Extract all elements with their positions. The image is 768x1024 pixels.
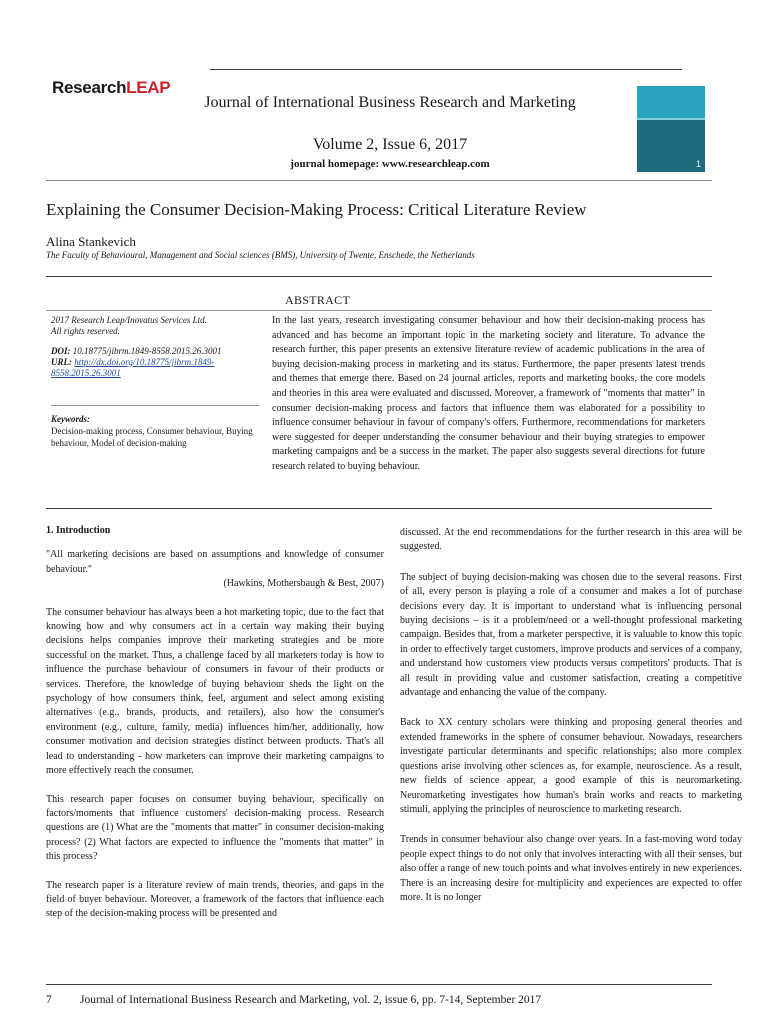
paragraph: Trends in consumer behaviour also change over years. In a fast-moving word today people expect things to do not only that involves interacting with all their senses, but also offer a range of new touch points and what involves entirely in new experiences. There is an increasing desire for multiplicity and experiences are expected to offer more. It is no longer [400,834,742,903]
journal-title: Journal of International Business Research and Marketing [204,94,576,111]
publisher-logo: ResearchLEAP [52,78,171,97]
paragraph: The research paper is a literature review of main trends, theories, and gaps in the field of buyer behaviour. Moreover, a framework of the factors that influence each step of the decision-making process will be presented and [46,879,384,920]
cover-number: 1 [695,159,701,169]
header-top-rule [210,69,682,70]
cover-top-band [637,86,705,118]
rights-line: All rights reserved. [51,326,120,336]
paragraph: The subject of buying decision-making was chosen due to the several reasons. First of all, every person is playing a role of a consumer and makes a lot of purchase decisions every day. It is important to understand what is influencing personal buying decisions – is it a problem/need or a well-thought professional marketing campaign. Besides that, from a marketer perspective, it is valuable to know this topic in order to effectively target customers, improve products and services of a company, and understand how customers view products versus competitors' products. That is all result in providing value and customer satisfaction, creating a competitive advantage and enhancing the value of the company. [400,571,742,699]
opening-quote: "All marketing decisions are based on assumptions and knowledge of consumer behaviour." [46,549,384,575]
abstract-text: In the last years, research investigating consumer behaviour and how their decision-making process has advanced and has become an important topic in the marketing society and literature. To advance the research further, this paper presents an extensive literature review of academic publications in the area of buying decision-making process in marketing and its status. Furthermore, the paper presents latest trends and themes that emerge there. Based on 24 journal articles, reports and marketing books, the core models and theories in this area were evaluated and discussed. Moreover, a framework of "moments that matter" in consumer decision-making process and factors that influence them was elaborated for a possibility to influence consumer behaviour in favour of company's offers. Furthermore, recommendations for marketers were suggested for deeper understanding the consumer behaviour and their buying strategies to empower marketing campaigns and be a success in the market. The paper also suggests several directions for future research related to buying behaviour. [272,315,705,472]
paragraph: Back to XX century scholars were thinking and proposing general theories and extended frameworks in the sphere of consumer behaviour. Nowadays, researchers investigate particular determinants and specific relationships; also more complex questions arise involving other sciences as, for example, neuroscience. As a result, new fields of science appear, a good example of this is neuromarketing. Neuromarketing investigates how human's brain works and reacts to marketing stimuli, applying the principles of neuroscience to marketing research. [400,717,742,815]
quote-source: (Hawkins, Mothersbaugh & Best, 2007) [223,578,384,590]
abstract-heading-rule [46,310,712,311]
doi-value: 10.18775/jibrm.1849-8558.2015.26.3001 [72,346,222,356]
article-url-link[interactable]: http://dx.doi.org/10.18775/jibrm.1849-8558.2015.26.3001 [51,357,215,378]
article-author: Alina Stankevich [46,234,136,249]
footer-citation: Journal of International Business Research and Marketing, vol. 2, issue 6, pp. 7-14, September 2017 [80,994,542,1006]
copyright-line: 2017 Research Leap/Inovatus Services Ltd. [51,315,207,325]
article-title: Explaining the Consumer Decision-Making Process: Critical Literature Review [46,200,587,219]
keywords-label: Keywords: [51,414,90,424]
paragraph: This research paper focuses on consumer buying behaviour, specifically on factors/moments that influence customers' decision-making process. Research questions are (1) What are the "moments that matter" in consumer decision-making process? (2) What factors are expected to influence the "moments that matter" in this process? [46,793,384,863]
keywords-block [51,413,256,449]
journal-cover-image [637,86,705,172]
doi-label: DOI: [51,346,71,356]
author-affiliation: The Faculty of Behavioural, Management and Social sciences (BMS), University of Twente, Enschede, the Netherlands [46,250,475,260]
body-column-right [400,526,742,915]
keywords-list: Decision-making process, Consumer behaviour, Buying behaviour, Model of decision-making [51,426,253,448]
body-column-left [46,524,384,932]
cover-stripe [637,118,705,120]
abstract-heading: ABSTRACT [285,293,351,307]
page-footer [46,994,541,1006]
page-number: 7 [46,994,52,1006]
journal-volume: Volume 2, Issue 6, 2017 [312,136,468,153]
url-label: URL: [51,357,72,367]
info-divider [51,405,259,406]
footer-rule [46,984,712,985]
abstract-top-rule [46,276,712,277]
paragraph: The consumer behaviour has always been a hot marketing topic, due to the fact that knowing how and why consumers act in a certain way making their buying decisions helps companies improve their marketing strategies and be more successful on the market. Thus, a challenge faced by all marketers today is how to influence the purchase behaviour of consumers in favour of their products or services. Therefore, the knowledge of buying behaviour sheds the light on the psychology of how consumers think, feel, argument and select among existing alternatives (e.g., brands, products, and retailers), also how the consumer's environment (e.g., culture, family, media) influences him/her, additionally, how consumer motivation and decision strategies distinct between products. That's all lead to understanding - how marketers can improve their marketing campaigns to more effectively reach the consumer. [46,606,384,777]
journal-homepage: journal homepage: www.researchleap.com [290,158,490,170]
header-bottom-rule [46,180,712,181]
article-info [51,315,256,379]
paragraph: discussed. At the end recommendations for the further research in this area will be suggested. [400,527,742,553]
section-heading: 1. Introduction [46,525,111,536]
abstract-bottom-rule [46,508,712,509]
